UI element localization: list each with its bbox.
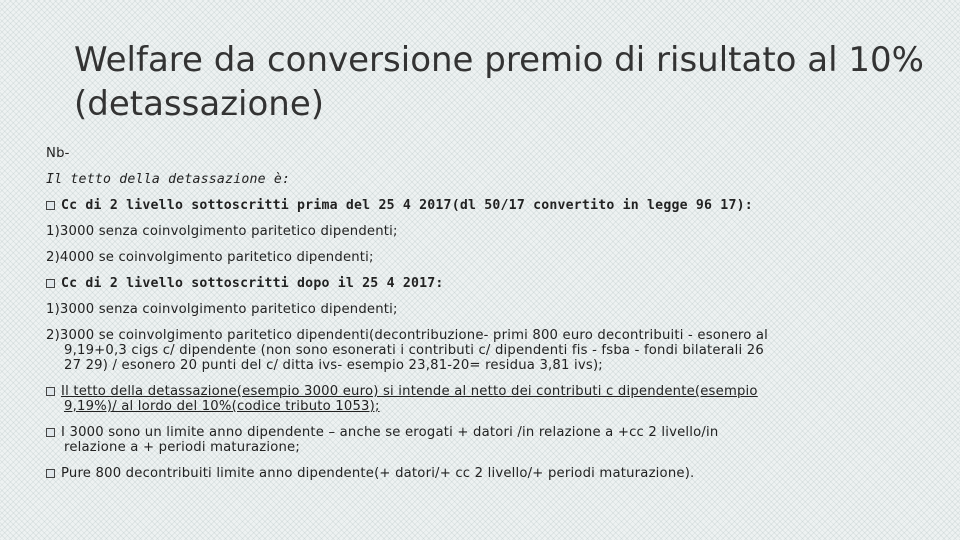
nb-label: Nb-	[46, 146, 70, 161]
list-item	[46, 328, 768, 343]
list-item: 1)3000 senza coinvolgimento paritetico dipendenti;	[46, 302, 398, 317]
list-item-line: 9,19+0,3 cigs c/ dipendente (non sono esonerati i contributi c/ dipendenti fis - fsba - fondi bilaterali 26	[64, 343, 764, 358]
list-item-line: 2)3000 se coinvolgimento paritetico dipendenti(decontribuzione- primi 800 euro decontribuiti - esonero al	[46, 328, 769, 343]
bullet-item	[46, 425, 718, 440]
bullet-item	[46, 198, 753, 213]
list-item-line: 27 29) / esonero 20 punti del c/ ditta ivs- esempio 23,81-20= residua 3,81 ivs);	[64, 358, 603, 373]
bullet-text: Cc di 2 livello sottoscritti dopo il 25 4 2017:	[61, 276, 444, 291]
subtitle: Il tetto della detassazione è:	[46, 172, 291, 187]
bullet-item	[46, 466, 694, 481]
checkbox-bullet-icon	[46, 387, 55, 396]
checkbox-bullet-icon	[46, 428, 55, 437]
slide-title: Welfare da conversione premio di risultato al 10%(detassazione)	[74, 40, 924, 124]
checkbox-bullet-icon	[46, 279, 55, 288]
bullet-text: I 3000 sono un limite anno dipendente – anche se erogati + datori /in relazione a +cc 2 livello/in	[61, 425, 719, 440]
bullet-text: Pure 800 decontribuiti limite anno dipendente(+ datori/+ cc 2 livello/+ periodi maturazione).	[61, 466, 695, 481]
checkbox-bullet-icon	[46, 201, 55, 210]
bullet-text: Il tetto della detassazione(esempio 3000 euro) si intende al netto dei contributi c dipendente(esempio	[61, 384, 758, 399]
bullet-text-line: 9,19%)/ al lordo del 10%(codice tributo 1053);	[64, 399, 380, 414]
bullet-item	[46, 276, 444, 291]
list-item: 1)3000 senza coinvolgimento paritetico dipendenti;	[46, 224, 398, 239]
bullet-text-line: relazione a + periodi maturazione;	[64, 440, 301, 455]
bullet-text: Cc di 2 livello sottoscritti prima del 25 4 2017(dl 50/17 convertito in legge 96 17):	[61, 198, 753, 213]
list-item: 2)4000 se coinvolgimento paritetico dipendenti;	[46, 250, 374, 265]
bullet-item	[46, 384, 758, 399]
checkbox-bullet-icon	[46, 469, 55, 478]
